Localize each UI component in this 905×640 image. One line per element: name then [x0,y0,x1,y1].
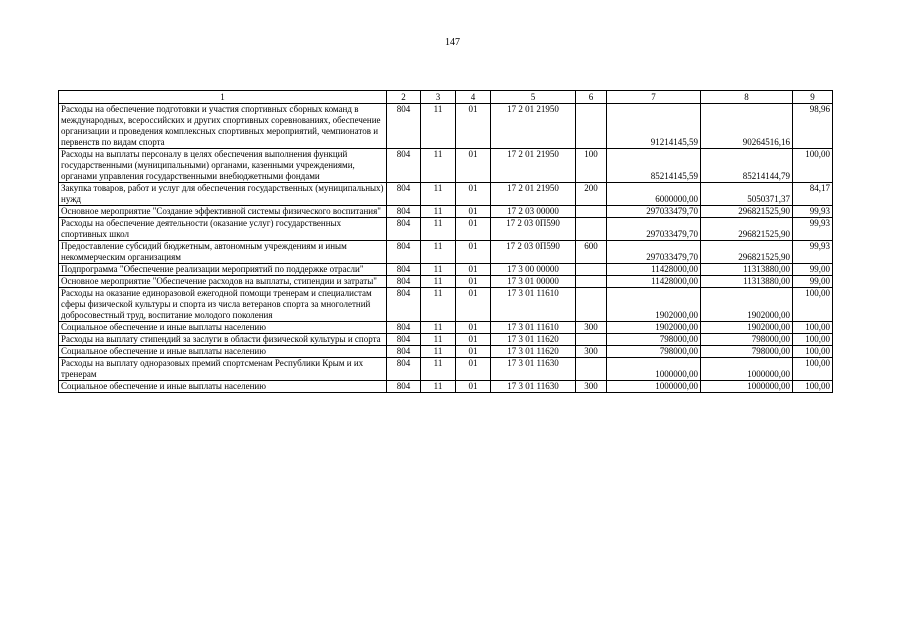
execution-percent: 99,93 [793,206,833,218]
table-row [59,264,833,276]
row-description: Социальное обеспечение и иные выплаты населению [59,381,387,393]
planned-amount: 1902000,00 [607,288,701,322]
code-expense-type: 300 [576,322,607,334]
planned-amount: 6000000,00 [607,183,701,206]
page-number: 147 [445,37,460,48]
header-cell: 7 [607,91,701,104]
code-section: 11 [421,206,456,218]
table-row [59,183,833,206]
code-section: 11 [421,104,456,149]
code-ministry: 804 [387,358,421,381]
executed-amount: 798000,00 [701,334,793,346]
code-ministry: 804 [387,218,421,241]
code-ministry: 804 [387,264,421,276]
code-expense-type [576,264,607,276]
code-expense-type: 600 [576,241,607,264]
header-row [59,91,833,104]
code-expense-type: 200 [576,183,607,206]
budget-table [58,90,833,393]
executed-amount: 296821525,90 [701,241,793,264]
executed-amount: 1902000,00 [701,322,793,334]
header-cell: 6 [576,91,607,104]
table-row [59,288,833,322]
row-description: Основное мероприятие "Создание эффективной системы физического воспитания" [59,206,387,218]
code-target-article: 17 3 01 11610 [491,322,576,334]
table-row [59,276,833,288]
code-target-article: 17 3 01 11630 [491,381,576,393]
execution-percent: 100,00 [793,322,833,334]
execution-percent: 100,00 [793,358,833,381]
executed-amount: 1902000,00 [701,288,793,322]
code-section: 11 [421,322,456,334]
code-subsection: 01 [456,358,491,381]
code-section: 11 [421,288,456,322]
code-section: 11 [421,276,456,288]
code-target-article: 17 2 03 00000 [491,206,576,218]
executed-amount: 296821525,90 [701,206,793,218]
code-subsection: 01 [456,381,491,393]
row-description: Основное мероприятие "Обеспечение расходов на выплаты, стипендии и затраты" [59,276,387,288]
code-subsection: 01 [456,322,491,334]
row-description: Подпрограмма "Обеспечение реализации мероприятий по поддержке отрасли" [59,264,387,276]
code-target-article: 17 3 01 11620 [491,334,576,346]
code-subsection: 01 [456,149,491,183]
execution-percent: 100,00 [793,149,833,183]
table-row [59,334,833,346]
row-description: Социальное обеспечение и иные выплаты населению [59,346,387,358]
code-subsection: 01 [456,218,491,241]
executed-amount: 11313880,00 [701,276,793,288]
table-row [59,322,833,334]
code-expense-type: 300 [576,381,607,393]
planned-amount: 1000000,00 [607,358,701,381]
executed-amount: 11313880,00 [701,264,793,276]
code-expense-type: 100 [576,149,607,183]
code-target-article: 17 3 01 00000 [491,276,576,288]
header-cell: 9 [793,91,833,104]
code-expense-type [576,288,607,322]
code-target-article: 17 2 01 21950 [491,104,576,149]
executed-amount: 85214144,79 [701,149,793,183]
code-subsection: 01 [456,241,491,264]
planned-amount: 85214145,59 [607,149,701,183]
row-description: Расходы на оказание единоразовой ежегодной помощи тренерам и специалистам сферы физической культуры и спорта из числа ветеранов спорта за многолетний добросовестный труд, воспитание молодого поколения [59,288,387,322]
code-ministry: 804 [387,334,421,346]
header-cell: 3 [421,91,456,104]
code-target-article: 17 3 01 11620 [491,346,576,358]
planned-amount: 297033479,70 [607,241,701,264]
executed-amount: 5050371,37 [701,183,793,206]
code-expense-type [576,358,607,381]
table-row [59,346,833,358]
code-ministry: 804 [387,346,421,358]
code-ministry: 804 [387,241,421,264]
code-subsection: 01 [456,346,491,358]
row-description: Закупка товаров, работ и услуг для обеспечения государственных (муниципальных) нужд [59,183,387,206]
row-description: Социальное обеспечение и иные выплаты населению [59,322,387,334]
table-row [59,358,833,381]
code-ministry: 804 [387,183,421,206]
table-row [59,104,833,149]
header-cell: 5 [491,91,576,104]
code-target-article: 17 2 01 21950 [491,183,576,206]
header-cell: 1 [59,91,387,104]
execution-percent: 99,00 [793,264,833,276]
row-description: Расходы на выплату стипендий за заслуги в области физической культуры и спорта [59,334,387,346]
table-body [59,104,833,393]
planned-amount: 91214145,59 [607,104,701,149]
code-subsection: 01 [456,183,491,206]
executed-amount: 90264516,16 [701,104,793,149]
row-description: Предоставление субсидий бюджетным, автономным учреждениям и иным некоммерческим организациям [59,241,387,264]
code-expense-type [576,218,607,241]
execution-percent: 98,96 [793,104,833,149]
execution-percent: 99,93 [793,241,833,264]
code-expense-type [576,206,607,218]
code-ministry: 804 [387,288,421,322]
executed-amount: 798000,00 [701,346,793,358]
code-section: 11 [421,334,456,346]
planned-amount: 798000,00 [607,346,701,358]
executed-amount: 296821525,90 [701,218,793,241]
row-description: Расходы на выплаты персоналу в целях обеспечения выполнения функций государственными (муниципальными) органами, казенными учреждениями, органами управления государственными внебюджетными фондами [59,149,387,183]
code-target-article: 17 2 01 21950 [491,149,576,183]
table-row [59,381,833,393]
execution-percent: 84,17 [793,183,833,206]
code-section: 11 [421,358,456,381]
code-target-article: 17 2 03 0П590 [491,241,576,264]
table-row [59,218,833,241]
code-subsection: 01 [456,276,491,288]
code-subsection: 01 [456,334,491,346]
executed-amount: 1000000,00 [701,381,793,393]
planned-amount: 297033479,70 [607,206,701,218]
executed-amount: 1000000,00 [701,358,793,381]
code-section: 11 [421,241,456,264]
header-cell: 8 [701,91,793,104]
planned-amount: 798000,00 [607,334,701,346]
table-row [59,149,833,183]
code-section: 11 [421,183,456,206]
code-ministry: 804 [387,276,421,288]
execution-percent: 100,00 [793,381,833,393]
planned-amount: 1000000,00 [607,381,701,393]
execution-percent: 100,00 [793,288,833,322]
code-subsection: 01 [456,104,491,149]
planned-amount: 11428000,00 [607,276,701,288]
code-expense-type [576,276,607,288]
code-ministry: 804 [387,149,421,183]
code-section: 11 [421,149,456,183]
code-subsection: 01 [456,264,491,276]
table-row [59,206,833,218]
execution-percent: 99,00 [793,276,833,288]
planned-amount: 11428000,00 [607,264,701,276]
header-cell: 4 [456,91,491,104]
code-subsection: 01 [456,288,491,322]
row-description: Расходы на выплату одноразовых премий спортсменам Республики Крым и их тренерам [59,358,387,381]
code-section: 11 [421,381,456,393]
code-expense-type [576,104,607,149]
code-target-article: 17 2 03 0П590 [491,218,576,241]
code-ministry: 804 [387,206,421,218]
row-description: Расходы на обеспечение деятельности (оказание услуг) государственных спортивных школ [59,218,387,241]
code-section: 11 [421,218,456,241]
code-subsection: 01 [456,206,491,218]
code-expense-type: 300 [576,346,607,358]
code-ministry: 804 [387,104,421,149]
planned-amount: 297033479,70 [607,218,701,241]
code-ministry: 804 [387,322,421,334]
code-target-article: 17 3 00 00000 [491,264,576,276]
execution-percent: 99,93 [793,218,833,241]
code-section: 11 [421,346,456,358]
execution-percent: 100,00 [793,346,833,358]
table-row [59,241,833,264]
code-section: 11 [421,264,456,276]
code-expense-type [576,334,607,346]
code-target-article: 17 3 01 11610 [491,288,576,322]
row-description: Расходы на обеспечение подготовки и участия спортивных сборных команд в международных, всероссийских и других спортивных соревнованиях, обеспечение организации и проведения комплексных спортивных мероприятий, чемпионатов и первенств по видам спорта [59,104,387,149]
code-target-article: 17 3 01 11630 [491,358,576,381]
planned-amount: 1902000,00 [607,322,701,334]
header-cell: 2 [387,91,421,104]
code-ministry: 804 [387,381,421,393]
execution-percent: 100,00 [793,334,833,346]
